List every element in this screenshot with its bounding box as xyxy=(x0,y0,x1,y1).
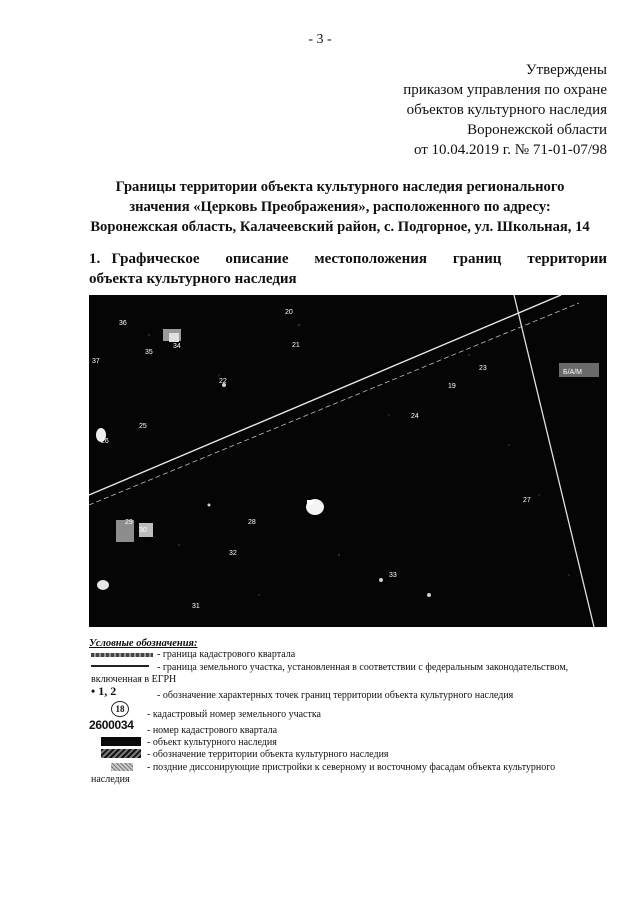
point-label: 21 xyxy=(292,342,300,349)
point-label: 29 xyxy=(125,519,133,526)
approval-line: Воронежской области xyxy=(467,122,607,138)
approval-line: Утверждены xyxy=(525,62,607,78)
document-title xyxy=(60,177,620,237)
point-label: 34 xyxy=(173,343,181,350)
cadastral-line xyxy=(514,295,594,627)
map-texture xyxy=(148,324,570,596)
approval-block xyxy=(403,60,607,160)
buildings xyxy=(96,329,599,597)
point-label: 26 xyxy=(101,438,109,445)
point-label: 32 xyxy=(229,550,237,557)
heritage-object-symbol xyxy=(101,737,141,746)
point-label: 28 xyxy=(248,519,256,526)
point-label: 30 xyxy=(139,527,147,534)
section-heading xyxy=(89,249,607,289)
section-line2: объекта культурного наследия xyxy=(89,271,297,287)
approval-line: от 10.04.2019 г. № 71-01-07/98 xyxy=(413,142,607,158)
annex-symbol xyxy=(111,763,133,771)
point-label: 35 xyxy=(145,349,153,356)
legend-text: - обозначение территории объекта культурного наследия xyxy=(147,749,389,760)
legend-text: - номер кадастрового квартала xyxy=(147,725,278,736)
point-label: 36 xyxy=(119,320,127,327)
title-line: значения «Церковь Преображения», расположенного по адресу: xyxy=(129,199,551,215)
satellite-map xyxy=(89,295,607,627)
legend-title: Условные обозначения: xyxy=(89,638,198,649)
building-label: Б/А/М xyxy=(563,369,582,376)
section-word: описание xyxy=(225,251,289,267)
legend-text: - граница кадастрового квартала xyxy=(157,649,296,660)
title-line: Воронежская область, Калачеевский район, с. Подгорное, ул. Школьная, 14 xyxy=(90,219,590,235)
point-label: 37 xyxy=(92,358,100,365)
legend-text: - кадастровый номер земельного участка xyxy=(147,709,321,720)
section-word: территории xyxy=(527,251,607,267)
map-svg xyxy=(89,295,607,627)
legend-text: включенная в ЕГРН xyxy=(91,674,177,685)
cadastral-line xyxy=(89,295,561,495)
point-label: 25 xyxy=(139,423,147,430)
section-word: границ xyxy=(452,251,502,267)
point-label: 27 xyxy=(523,497,531,504)
cadastral-line xyxy=(89,303,579,505)
points-symbol-text: 1, 2 xyxy=(98,684,117,698)
approval-line: приказом управления по охране xyxy=(403,82,607,98)
legend-text: - поздние диссонирующие пристройки к северному и восточному фасадам объекта культурного xyxy=(147,762,556,773)
point-label: 23 xyxy=(479,365,487,372)
approval-line: объектов культурного наследия xyxy=(406,102,607,118)
church-object xyxy=(306,499,324,515)
point-label: 20 xyxy=(285,309,293,316)
point-label: 22 xyxy=(219,378,227,385)
boundary-points xyxy=(92,309,531,610)
legend-text: наследия xyxy=(91,774,130,785)
section-word: Графическое xyxy=(111,251,200,267)
legend-text: - граница земельного участка, установленная в соответствии с федеральным законодательством, xyxy=(157,662,569,673)
point-label: 24 xyxy=(411,413,419,420)
point-label: 19 xyxy=(448,383,456,390)
legend-text: - объект культурного наследия xyxy=(147,737,277,748)
title-line: Границы территории объекта культурного наследия регионального xyxy=(115,179,565,195)
parcel-boundary-symbol xyxy=(91,665,149,667)
heritage-territory-symbol xyxy=(101,749,141,758)
legend-text: - обозначение характерных точек границ территории объекта культурного наследия xyxy=(157,690,514,701)
quarter-number-symbol: 2600034 xyxy=(89,718,134,732)
point-label: 31 xyxy=(192,603,200,610)
parcel-number-symbol: 18 xyxy=(111,701,129,717)
page-number: - 3 - xyxy=(308,32,332,47)
point-label: 33 xyxy=(389,572,397,579)
section-word: местоположения xyxy=(314,251,427,267)
section-number: 1. xyxy=(89,251,101,267)
points-symbol: • 1, 2 xyxy=(91,684,117,698)
quarter-boundary-symbol xyxy=(91,653,153,657)
